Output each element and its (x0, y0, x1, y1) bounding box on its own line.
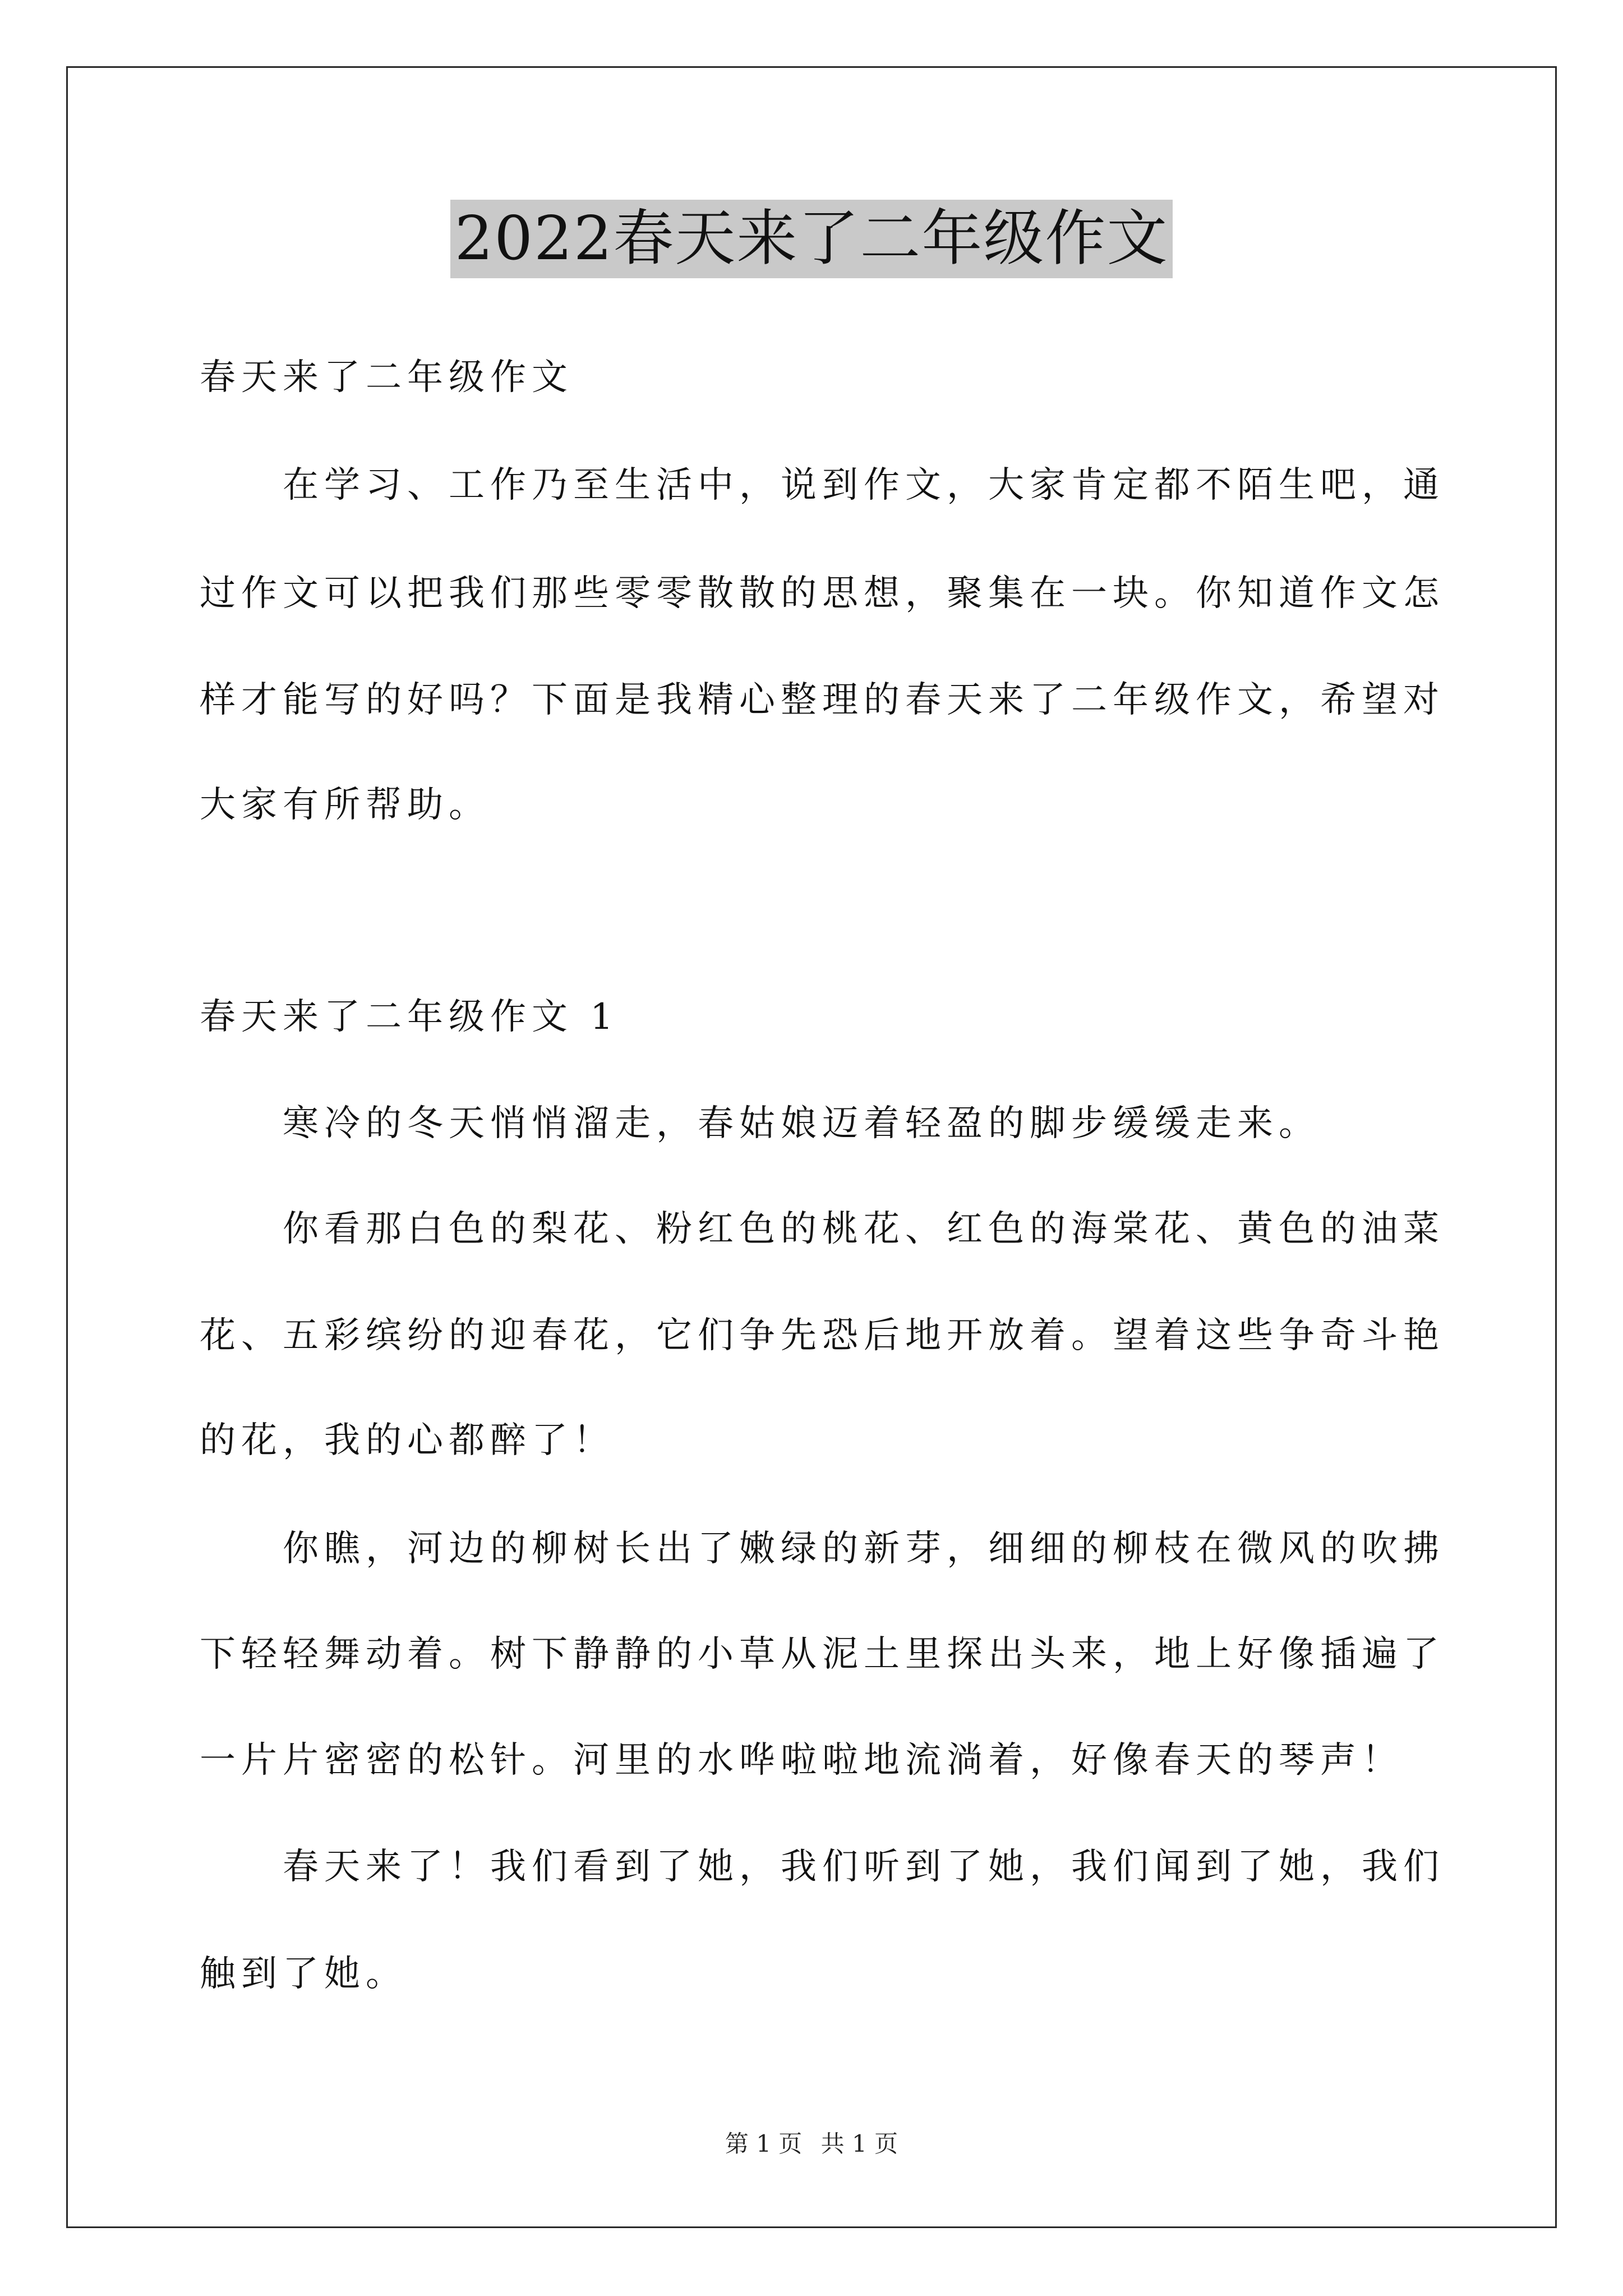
intro-line: 过作文可以把我们那些零零散散的思想，聚集在一块。你知道作文怎 (200, 573, 1445, 614)
page-number: 第 1 页 (725, 2130, 803, 2157)
intro-line: 在学习、工作乃至生活中，说到作文，大家肯定都不陌生吧，通 (283, 464, 1445, 506)
paragraph-line: 的花，我的心都醉了！ (200, 1420, 615, 1461)
section-heading: 春天来了二年级作文 (200, 357, 573, 398)
paragraph-line: 你看那白色的梨花、粉红色的桃花、红色的海棠花、黄色的油菜 (283, 1208, 1445, 1250)
essay-heading: 春天来了二年级作文 1 (200, 996, 619, 1038)
paragraph-line: 一片片密密的松针。河里的水哗啦啦地流淌着，好像春天的琴声！ (200, 1740, 1403, 1781)
paragraph-line: 春天来了！我们看到了她，我们听到了她，我们闻到了她，我们 (283, 1846, 1445, 1888)
paragraph-line: 寒冷的冬天悄悄溜走，春姑娘迈着轻盈的脚步缓缓走来。 (283, 1103, 1320, 1144)
page-total: 共 1 页 (820, 2130, 898, 2157)
paragraph-line: 花、五彩缤纷的迎春花，它们争先恐后地开放着。望着这些争奇斗艳 (200, 1315, 1445, 1356)
paragraph-line: 触到了她。 (200, 1953, 407, 1995)
intro-line: 样才能写的好吗？下面是我精心整理的春天来了二年级作文，希望对 (200, 679, 1445, 721)
paragraph-line: 下轻轻舞动着。树下静静的小草从泥土里探出头来，地上好像插遍了 (200, 1634, 1445, 1675)
paragraph-line: 你瞧，河边的柳树长出了嫩绿的新芽，细细的柳枝在微风的吹拂 (283, 1528, 1445, 1570)
intro-line: 大家有所帮助。 (200, 784, 490, 826)
document-title: 2022春天来了二年级作文 (450, 200, 1173, 278)
title-container (0, 200, 1623, 278)
page-footer (0, 2127, 1623, 2161)
